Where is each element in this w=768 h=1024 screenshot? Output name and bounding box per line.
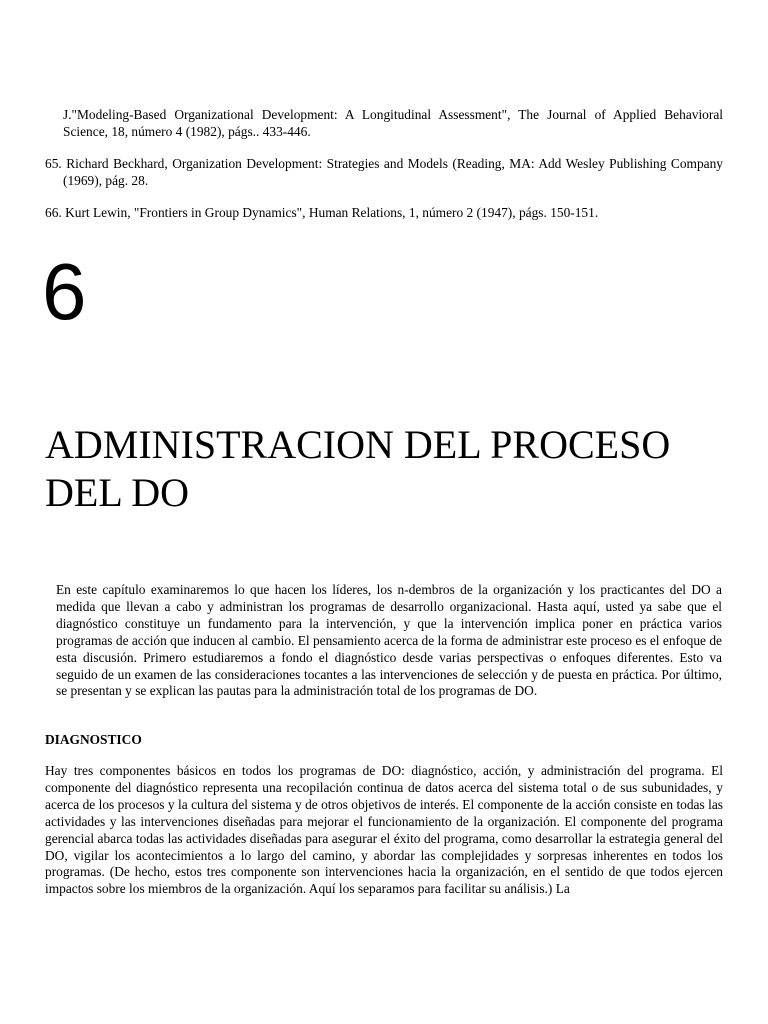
reference-item: 65. Richard Beckhard, Organization Development: Strategies and Models (Reading, MA: Add Wesley Publishing Company (1969), pág. 28. xyxy=(45,156,723,188)
reference-list xyxy=(45,106,723,236)
reference-item: J."Modeling-Based Organizational Development: A Longitudinal Assessment", The Journal of Applied Behavioral Science, 18, número 4 (1982), págs.. 433-446. xyxy=(63,107,723,139)
chapter-number: 6 xyxy=(42,247,87,336)
section-heading: DIAGNOSTICO xyxy=(45,732,142,747)
chapter-title: ADMINISTRACION DEL PROCESO DEL DO xyxy=(45,422,671,515)
section-paragraph: Hay tres componentes básicos en todos los programas de DO: diagnóstico, acción, y administración del programa. El componente del diagnóstico representa una recopilación continua de datos acerca del sistema total o de sus subunidades, y acerca de los procesos y la cultura del sistema y de otros objetivos de interés. El componente de la acción consiste en todas las actividades y las intervenciones diseñadas para mejorar el funcionamiento de la organización. El componente del programa gerencial abarca todas las actividades diseñadas para asegurar el éxito del programa, como desarrollar la estrategia general del DO, vigilar los acontecimientos a lo largo del camino, y abordar las complejidades y sorpresas inherentes en todos los programas. (De hecho, estos tres componente son intervenciones hacia la organización, en el sentido de que todos ejercen impactos sobre los miembros de la organización. Aquí los separamos para facilitar su análisis.) La xyxy=(45,763,723,897)
intro-paragraph: En este capítulo examinaremos lo que hacen los líderes, los n-dembros de la organización y los practicantes del DO a medida que llevan a cabo y administran los programas de desarrollo organizacional. Hasta aquí, usted ya sabe que el diagnóstico constituye un fundamento para la intervención, y que la intervención implica poner en práctica varios programas de acción que inducen al cambio. El pensamiento acerca de la forma de administrar este proceso es el enfoque de esta discusión. Primero estudiaremos a fondo el diagnóstico desde varias perspectivas o enfoques diferentes. Esto va seguido de un examen de las consideraciones tocantes a las intervenciones de selección y de puesta en práctica. Por último, se presentan y se explican las pautas para la administración total de los programas de DO. xyxy=(56,582,722,699)
reference-item: 66. Kurt Lewin, "Frontiers in Group Dynamics", Human Relations, 1, número 2 (1947), págs. 150-151. xyxy=(45,205,599,220)
